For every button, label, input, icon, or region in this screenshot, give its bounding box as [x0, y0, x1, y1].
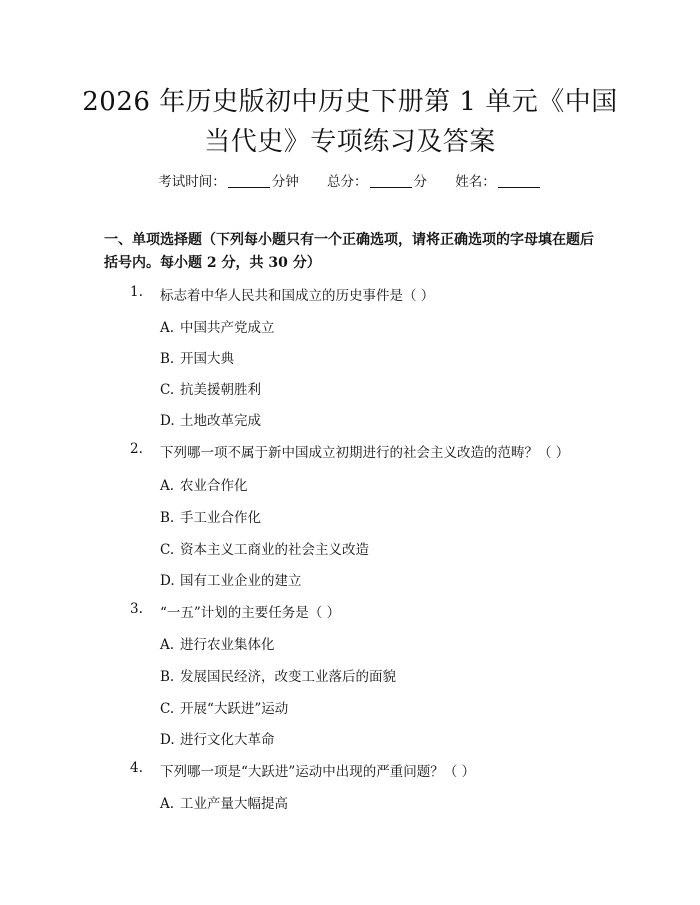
exam-time-label: 考试时间： [158, 174, 226, 190]
option-1-a [160, 316, 275, 336]
question-text: 标志着中华人民共和国成立的历史事件是（ ） [160, 288, 435, 304]
option-text: 国有工业企业的建立 [180, 573, 302, 589]
option-text: 资本主义工商业的社会主义改造 [180, 542, 369, 558]
total-score-unit: 分 [413, 174, 427, 190]
title-line-1: 2026 年历史版初中历史下册第 1 单元《中国 [82, 87, 618, 117]
exam-time-blank [228, 187, 270, 188]
option-letter: B. [160, 669, 175, 685]
option-2-a [160, 474, 248, 494]
option-letter: D. [160, 732, 175, 748]
total-score-label: 总分： [327, 174, 368, 190]
option-letter: B. [160, 351, 175, 367]
question-number: 3. [130, 601, 143, 617]
option-3-c [160, 697, 288, 717]
student-name-label: 姓名： [455, 174, 496, 190]
option-2-c [160, 538, 369, 558]
exam-time [158, 174, 299, 190]
option-text: 开展“大跃进”运动 [180, 701, 289, 717]
option-letter: A. [160, 478, 175, 494]
section-heading: 一、单项选择题（下列每小题只有一个正确选项，请将正确选项的字母填在题后括号内。每小题 2 分，共 30 分） [104, 232, 594, 271]
option-letter: A. [160, 320, 175, 336]
question-text: 下列哪一项不属于新中国成立初期进行的社会主义改造的范畴？（ ） [160, 445, 570, 461]
option-letter: B. [160, 510, 175, 526]
option-letter: D. [160, 413, 175, 429]
exam-time-unit: 分钟 [271, 174, 299, 190]
option-letter: C. [160, 701, 175, 717]
option-3-a [160, 633, 275, 653]
question-text: 下列哪一项是“大跃进”运动中出现的严重问题？（ ） [160, 764, 476, 780]
option-1-c [160, 378, 261, 398]
option-4-a [160, 792, 288, 812]
option-1-b [160, 347, 234, 367]
total-score [327, 174, 427, 190]
option-text: 中国共产党成立 [180, 320, 275, 336]
question-text: “一五”计划的主要任务是（ ） [160, 605, 341, 621]
question-number: 1. [130, 284, 143, 300]
total-score-blank [370, 187, 412, 188]
option-letter: A. [160, 637, 175, 653]
page-title [60, 82, 640, 162]
question-number: 2. [130, 441, 143, 457]
title-line-2: 当代史》专项练习及答案 [204, 127, 496, 157]
option-letter: C. [160, 542, 175, 558]
option-text: 农业合作化 [180, 478, 248, 494]
option-letter: C. [160, 382, 175, 398]
option-text: 工业产量大幅提高 [180, 796, 288, 812]
option-2-b [160, 506, 261, 526]
student-name-blank [498, 187, 540, 188]
option-2-d [160, 569, 302, 589]
option-1-d [160, 409, 261, 429]
option-text: 手工业合作化 [180, 510, 261, 526]
question-number: 4. [130, 760, 143, 776]
student-name [455, 174, 542, 190]
option-text: 开国大典 [180, 351, 234, 367]
option-3-b [160, 665, 396, 685]
exam-info [0, 170, 700, 190]
option-text: 发展国民经济，改变工业落后的面貌 [180, 669, 396, 685]
option-text: 进行文化大革命 [180, 732, 275, 748]
option-3-d [160, 728, 275, 748]
option-text: 进行农业集体化 [180, 637, 275, 653]
option-letter: D. [160, 573, 175, 589]
option-letter: A. [160, 796, 175, 812]
option-text: 土地改革完成 [180, 413, 261, 429]
option-text: 抗美援朝胜利 [180, 382, 261, 398]
